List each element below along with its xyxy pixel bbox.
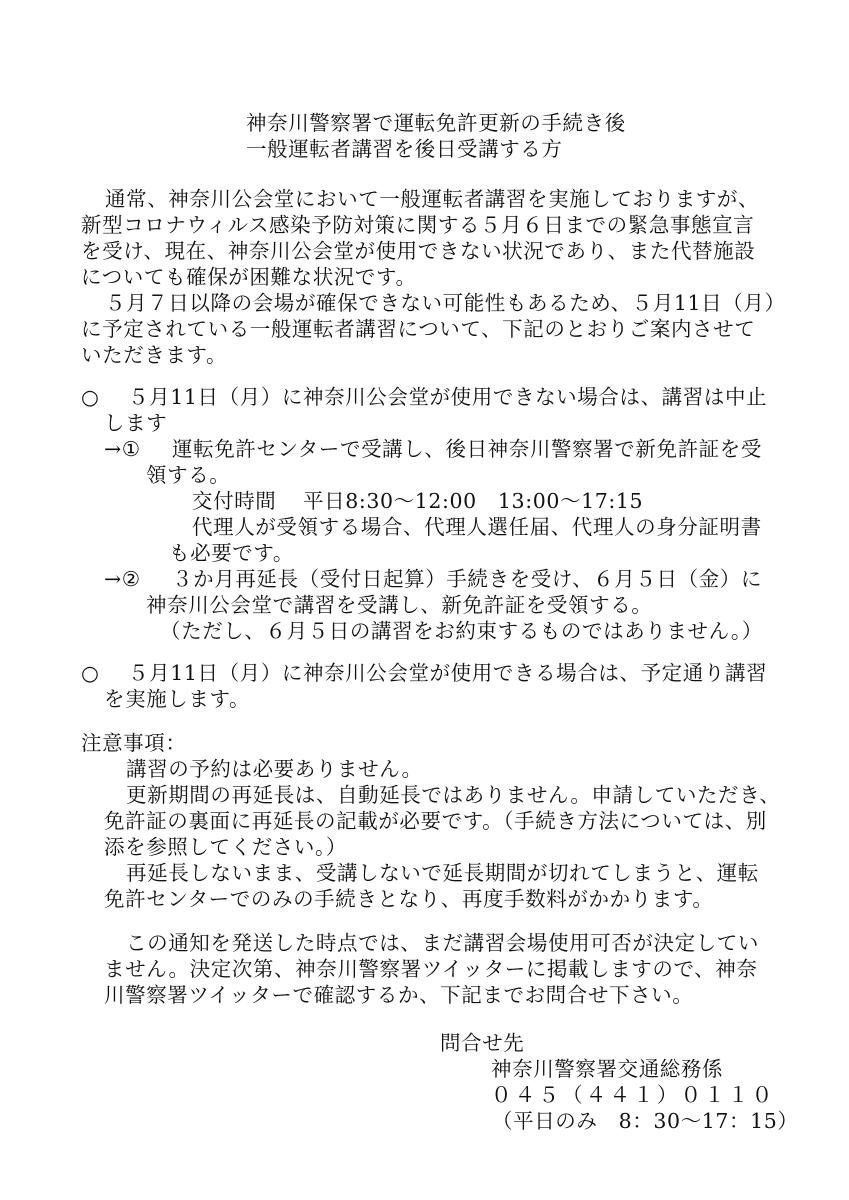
notice-line: ません。決定次第、神奈川警察署ツイッターに掲載しますので、神奈 [104, 957, 758, 981]
contact-hours: （平日のみ 8：30～17：15） [492, 1109, 799, 1133]
contact-phone: ０４５（４４１）０１１０ [491, 1083, 776, 1107]
option2-line: 神奈川公会堂で講習を受講し、新免許証を受領する。 [146, 593, 653, 617]
notes-line: 免許センターでのみの手続きとなり、再度手数料がかかります。 [104, 887, 714, 911]
intro-line: を受け、現在、神奈川公会堂が使用できない状況であり、また代替施設 [81, 239, 756, 263]
option2-note: （ただし、６月５日の講習をお約束するものではありません。） [160, 619, 763, 643]
intro-line: 通常、神奈川公会堂において一般運転者講習を実施しておりますが、 [105, 187, 760, 211]
hours-value: 平日8:30～12:00 13:00～17:15 [303, 489, 644, 513]
title-line-1: 神奈川警察署で運転免許更新の手続き後 [246, 111, 626, 135]
intro-line: ５月７日以降の会場が確保できない可能性もあるため、５月11日（月） [105, 291, 786, 315]
notes-line: 添を参照してください。） [104, 835, 347, 859]
case2-bullet: ○ [81, 661, 100, 685]
case1-heading-cont: します [104, 411, 168, 435]
notice-line: この通知を発送した時点では、まだ講習会場使用可否が決定してい [126, 931, 759, 955]
option1-line: 領する。 [146, 463, 231, 487]
case1-bullet: ○ [81, 385, 100, 409]
notes-line: 再延長しないまま、受講しないで延長期間が切れてしまうと、運転 [126, 861, 759, 885]
case2-line: を実施します。 [104, 687, 251, 711]
case2-line: ５月11日（月）に神奈川公会堂が使用できる場合は、予定通り講習 [128, 661, 768, 685]
proxy-line: も必要です。 [169, 541, 294, 565]
hours-label: 交付時間 [192, 489, 277, 513]
title-line-2: 一般運転者講習を後日受講する方 [246, 137, 563, 161]
intro-line: 新型コロナウィルス感染予防対策に関する５月６日までの緊急事態宣言 [81, 213, 755, 237]
case1-heading: ５月11日（月）に神奈川公会堂が使用できない場合は、講習は中止 [128, 385, 768, 409]
contact-heading: 問合せ先 [440, 1031, 525, 1055]
option2-marker: →② [104, 567, 141, 591]
notes-line: 免許証の裏面に再延長の記載が必要です。（手続き方法については、別 [104, 809, 767, 833]
intro-line: いただきます。 [81, 343, 228, 367]
notes-line: 更新期間の再延長は、自動延長ではありません。申請していただき、 [126, 783, 781, 807]
notes-heading: 注意事項： [81, 731, 187, 755]
option1-marker: →① [104, 437, 141, 461]
option1-line: 運転免許センターで受講し、後日神奈川警察署で新免許証を受 [172, 437, 762, 461]
notice-line: 川警察署ツイッターで確認するか、下記までお問合せ下さい。 [104, 983, 694, 1007]
contact-department: 神奈川警察署交通総務係 [491, 1057, 724, 1081]
proxy-line: 代理人が受領する場合、代理人選任届、代理人の身分証明書 [192, 515, 762, 539]
intro-line: についても確保が困難な状況です。 [81, 265, 417, 289]
option2-line: ３か月再延長（受付日起算）手続きを受け、６月５日（金）に [172, 567, 762, 591]
notes-line: 講習の予約は必要ありません。 [126, 757, 423, 781]
intro-line: に予定されている一般運転者講習について、下記のとおりご案内させて [81, 317, 756, 341]
